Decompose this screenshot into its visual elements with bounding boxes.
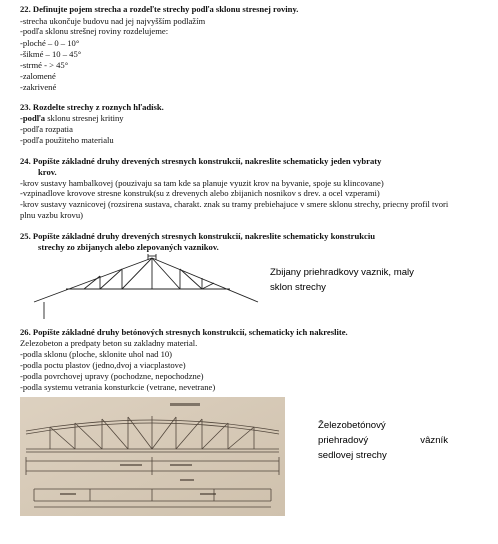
truss-caption xyxy=(270,265,414,295)
q25-heading-1: 25. Popíšte základné druhy drevených stresnych konstrukcií, nakreslite schematicky konstrukciu xyxy=(20,231,375,241)
concrete-caption-line-2 xyxy=(318,433,448,448)
q22-line-2: -podľa sklonu strešnej roviny rozdelujeme: xyxy=(20,26,169,36)
q23-line-1-bold: -podľa xyxy=(20,113,46,123)
q24-heading-2: krov. xyxy=(38,167,57,177)
q26-line-5: -podla systemu vetrania konsturkcie (vetrane, nevetrane) xyxy=(20,382,216,392)
concrete-caption-line-1: Železobetónový xyxy=(318,420,386,431)
q24-line-3: -krov sustavy vaznicovej (rozsirena sustava, charakt. znak su tramy prebiehajuce v smere sklonu strechy, priecny profil tvori xyxy=(20,199,449,209)
q26-line-1: Zelezobeton a predpaty beton su zakladny material. xyxy=(20,338,198,348)
concrete-caption-word-1: priehradový xyxy=(318,435,369,446)
concrete-truss-caption xyxy=(318,418,448,463)
q23-line-2: -podľa rozpatia xyxy=(20,124,73,134)
q22-heading: 22. Definujte pojem strecha a rozdeľte strechy podľa sklonu stresnej roviny. xyxy=(20,4,299,14)
q22-line-6: -zalomené xyxy=(20,71,56,81)
truss-caption-line-2: sklon strechy xyxy=(270,282,326,293)
q26-line-4: -podla povrchovej upravy (pochodzne, nepochodzne) xyxy=(20,371,204,381)
q22-line-4: -šikmé – 10 – 45° xyxy=(20,49,82,59)
q26-line-3: -podla poctu plastov (jedno,dvoj a viacplastove) xyxy=(20,360,186,370)
concrete-caption-word-2: vâzník xyxy=(420,435,448,446)
truss-drawing xyxy=(24,252,260,324)
q22-line-5: -strmé - > 45° xyxy=(20,60,69,70)
q26-heading: 26. Popíšte základné druhy betónových stresnych konstrukcií, schematicky ich nakreslite. xyxy=(20,327,348,337)
q26-line-2: -podla sklonu (ploche, sklonite uhol nad 10) xyxy=(20,349,173,359)
q24-heading-1: 24. Popíšte základné druhy drevených stresnych konstrukcií, nakreslite schematicky jeden vybraty xyxy=(20,156,382,166)
q23-line-1-rest: sklonu stresnej kritiny xyxy=(45,113,124,123)
concrete-caption-line-3: sedlovej strechy xyxy=(318,450,387,461)
q23-heading: 23. Rozdelte strechy z roznych hľadísk. xyxy=(20,102,164,112)
q22-line-7: -zakrivené xyxy=(20,82,57,92)
q24-line-2: -vzpinadlove krovove stresne konstruk(su z drevenych alebo zbijanich nosnikov s drev. a ocel vzperami) xyxy=(20,188,380,198)
q24-line-4: plnu vazbu krovu) xyxy=(20,210,84,220)
q22-line-1: -strecha ukončuje budovu nad jej najvyšším podlažím xyxy=(20,16,206,26)
q23-line-3: -podľa použiteho materialu xyxy=(20,135,114,145)
concrete-truss-scan-image xyxy=(20,397,285,516)
q22-line-3: -ploché – 0 – 10° xyxy=(20,38,80,48)
q23-line-1 xyxy=(20,113,124,123)
q24-line-1: -krov sustavy hambalkovej (pouzivaju sa tam kde sa planuje vyuzit krov na byvanie, spoje su klincovane) xyxy=(20,178,384,188)
q25-heading-2: strechy zo zbijanych alebo zlepovaných vaznikov. xyxy=(38,242,219,252)
truss-caption-line-1: Zbijany priehradkovy vaznik, maly xyxy=(270,267,414,278)
